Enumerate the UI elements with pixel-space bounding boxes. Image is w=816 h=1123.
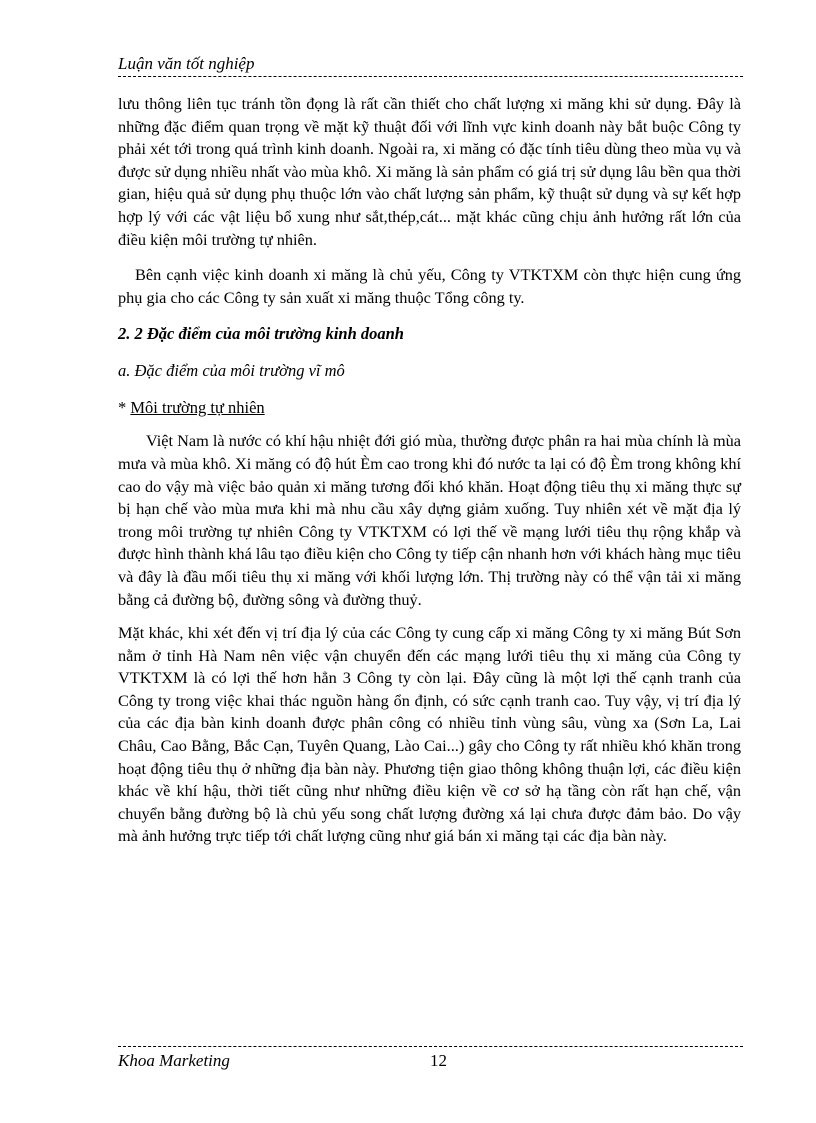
page-footer <box>118 1046 743 1071</box>
item-heading: Môi trường tự nhiên <box>130 398 265 418</box>
paragraph-2: Bên cạnh việc kinh doanh xi măng là chủ yếu, Công ty VTKTXM còn thực hiện cung ứng phụ gia cho các Công ty sản xuất xi măng thuộc Tổng công ty. <box>118 265 741 307</box>
page-number: 12 <box>430 1051 447 1070</box>
footer-department: Khoa Marketing <box>118 1051 230 1070</box>
header-title: Luận văn tốt nghiệp <box>118 54 255 73</box>
item-prefix: * <box>118 398 131 418</box>
page-header <box>118 52 743 77</box>
page-body <box>118 93 741 848</box>
item-heading-line <box>118 397 741 419</box>
paragraph-3: Việt Nam là nước có khí hậu nhiệt đới gió mùa, thường được phân ra hai mùa chính là mùa mưa và mùa khô. Xi măng có độ hút Èm cao trong khi đó nước ta lại có độ Èm trong không khí cao do vậy mà việc bảo quản xi măng tương đối khó khăn. Hoạt động tiêu thụ xi măng thực sự bị hạn chế vào mùa mưa khi mà nhu cầu xây dựng giảm xuống. Tuy nhiên xét về mặt địa lý trong môi trường tự nhiên Công ty VTKTXM có lợi thế về mạng lưới tiêu thụ rộng khắp và được hình thành khá lâu tạo điều kiện cho Công ty tiếp cận nhanh hơn với khách hàng mục tiêu và đây là đầu mối tiêu thụ xi măng với khối lượng lớn. Thị trường này có thể vận tải xi măng bằng cả đường bộ, đường sông và đường thuỷ. <box>118 431 741 609</box>
section-heading: 2. 2 Đặc điểm của môi trường kinh doanh <box>118 324 404 344</box>
paragraph-4: Mặt khác, khi xét đến vị trí địa lý của các Công ty cung cấp xi măng Công ty xi măng Bút Sơn nằm ở tỉnh Hà Nam nên việc vận chuyển đến các mạng lưới tiêu thụ xi măng của Công ty VTKTXM là có lợi thế hơn hẳn 3 Công ty còn lại. Đây cũng là một lợi thế cạnh tranh của Công ty trong việc khai thác nguồn hàng ổn định, có sức cạnh tranh cao. Tuy vậy, vị trí địa lý của các địa bàn kinh doanh được phân công có nhiều tỉnh vùng sâu, vùng xa (Sơn La, Lai Châu, Cao Bằng, Bắc Cạn, Tuyên Quang, Lào Cai...) gây cho Công ty rất nhiều khó khăn trong hoạt động tiêu thụ ở những địa bàn này. Phương tiện giao thông không thuận lợi, các điều kiện khác về khí hậu, thời tiết cũng như những điều kiện về cơ sở hạ tầng còn rất hạn chế, vận chuyển bằng đường bộ là chủ yếu song chất lượng đường xá lại chưa được đảm bảo. Do vậy mà ảnh hưởng trực tiếp tới chất lượng cũng như giá bán xi măng tại các địa bàn này. <box>118 623 741 846</box>
subsection-heading: a. Đặc điểm của môi trường vĩ mô <box>118 361 345 381</box>
paragraph-1: lưu thông liên tục tránh tồn đọng là rất cần thiết cho chất lượng xi măng khi sử dụng. Đây là những đặc điểm quan trọng về mặt kỹ thuật đối với lĩnh vực kinh doanh này bắt buộc Công ty phải xét tới trong quá trình kinh doanh. Ngoài ra, xi măng có đặc tính tiêu dùng theo mùa vụ và được sử dụng nhiều nhất vào mùa khô. Xi măng là sản phẩm có giá trị sử dụng lâu bền qua thời gian, hiệu quả sử dụng phụ thuộc lớn vào chất lượng sản phẩm, kỹ thuật sử dụng và sự kết hợp hợp lý với các vật liệu bổ xung như sắt,thép,cát... mặt khác cũng chịu ảnh hưởng rất lớn của điều kiện môi trường tự nhiên. <box>118 94 741 249</box>
